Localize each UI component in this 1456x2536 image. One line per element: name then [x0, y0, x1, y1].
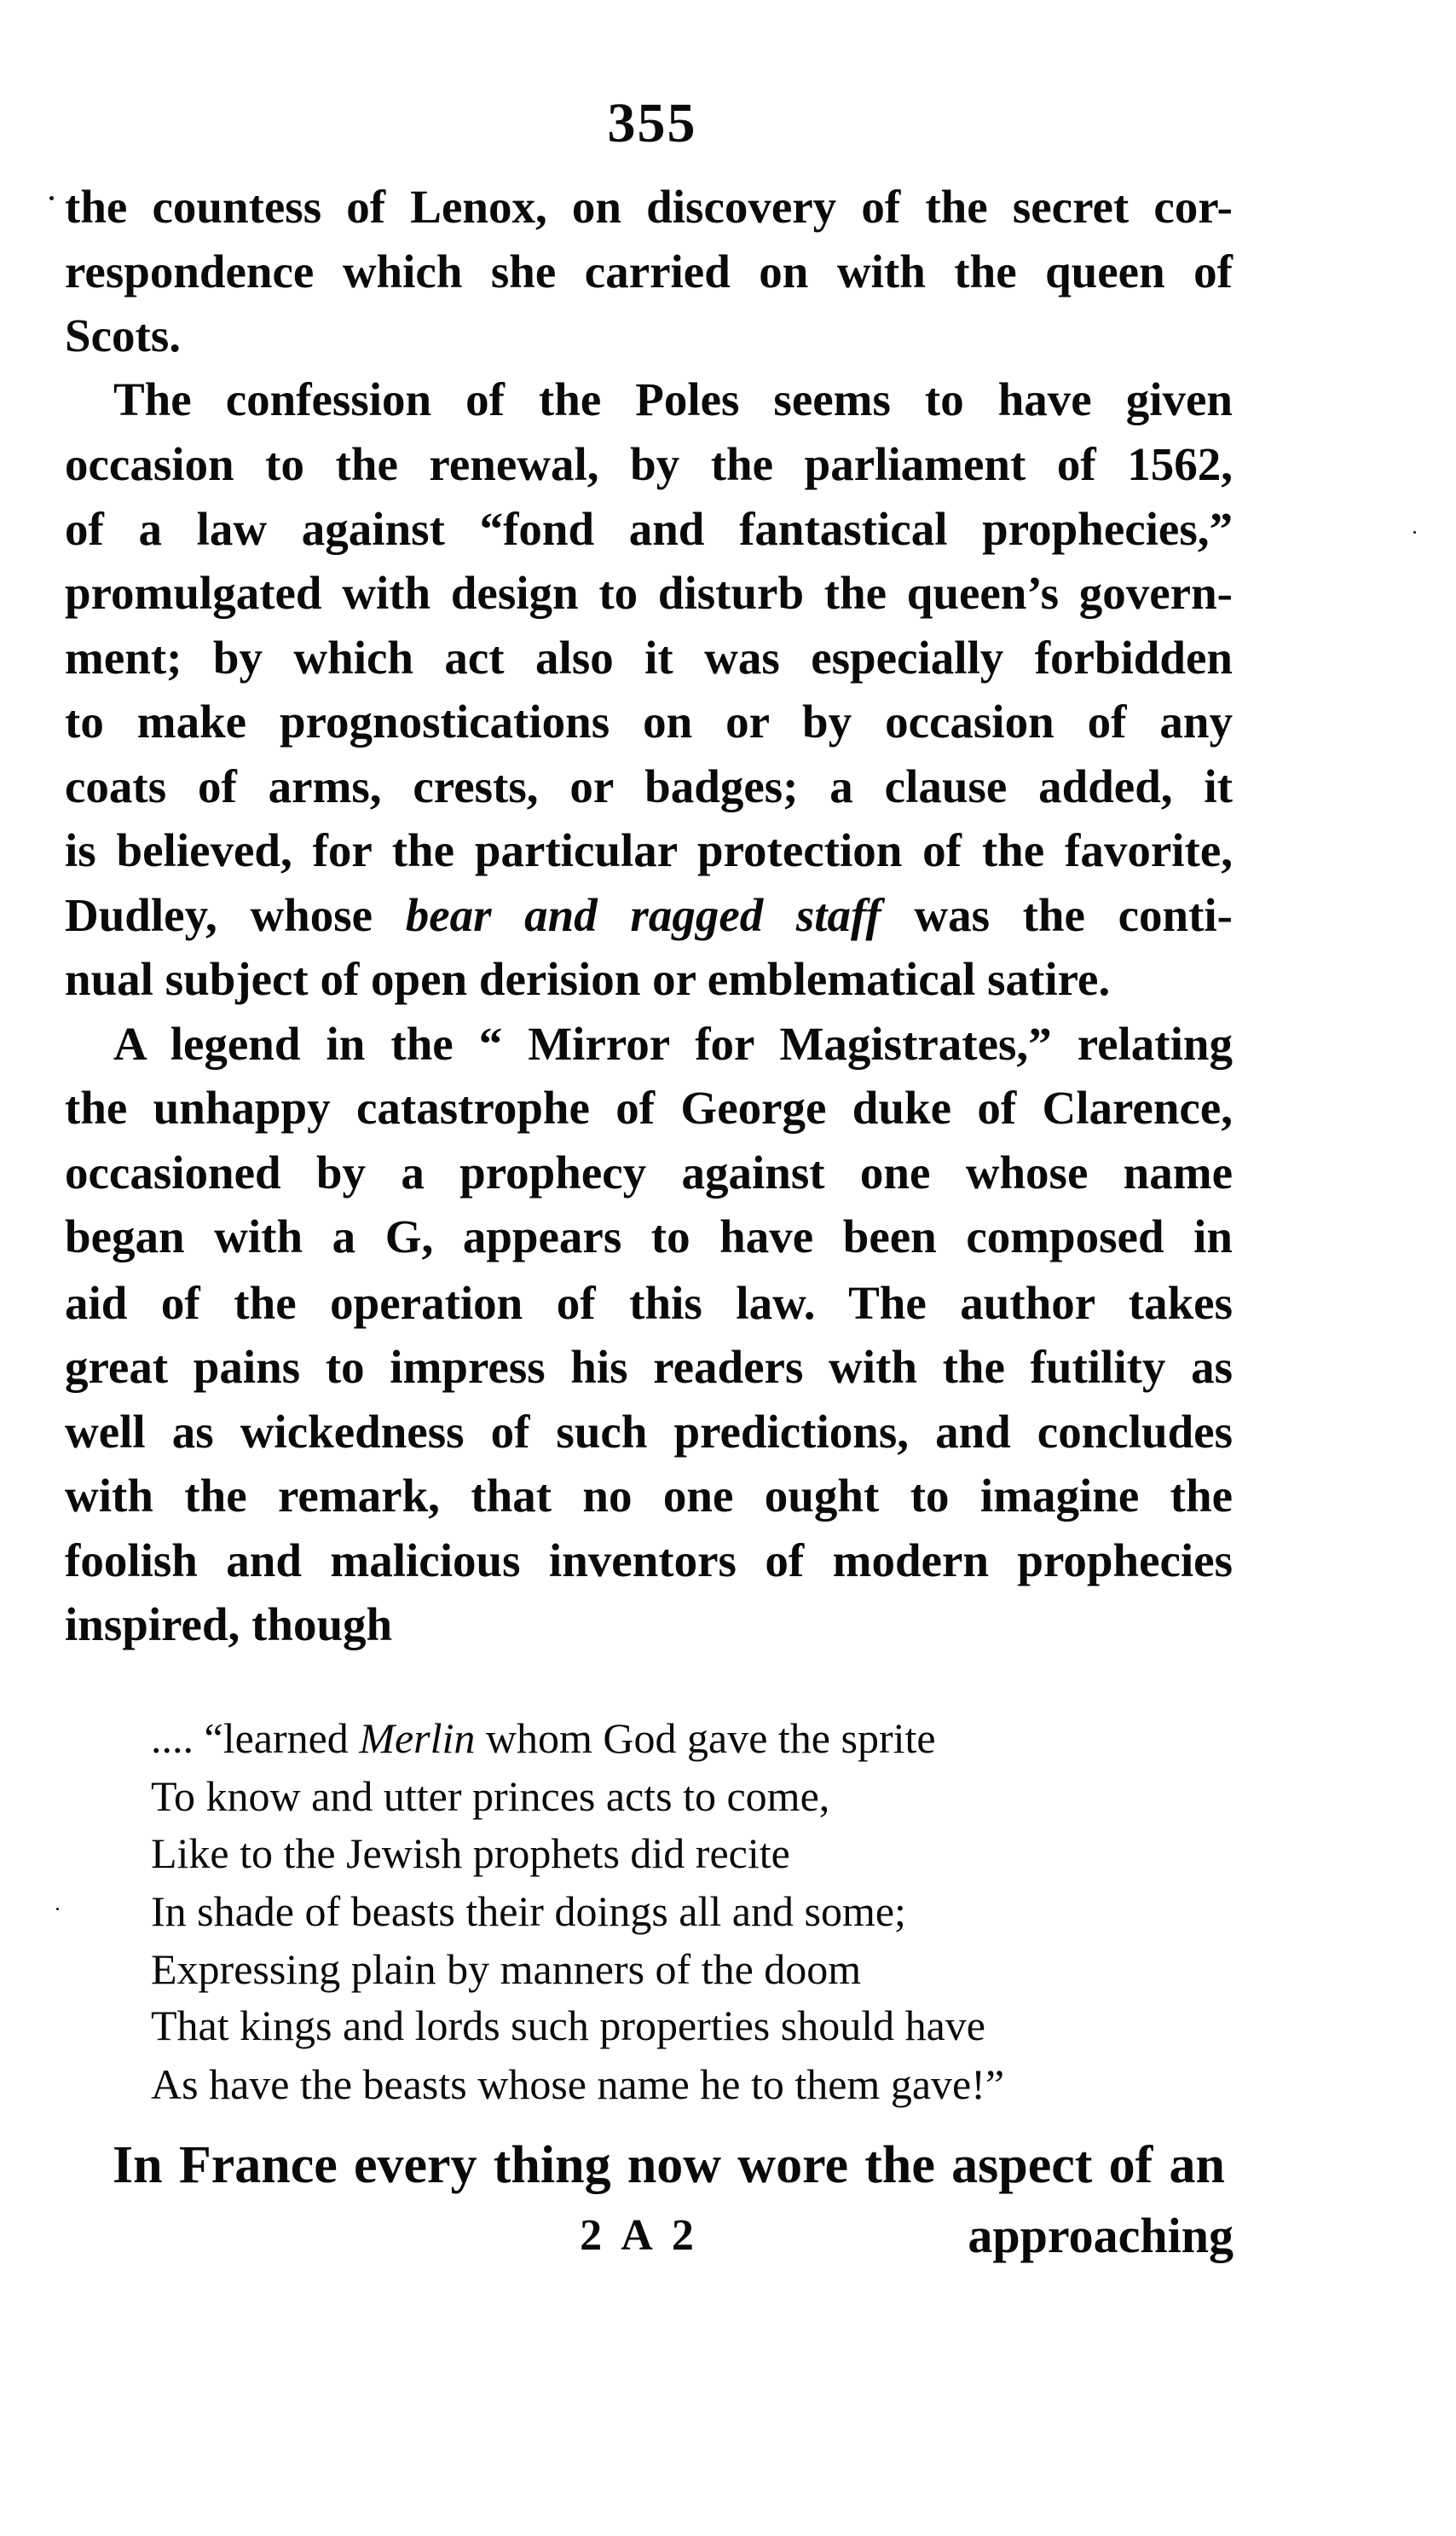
body-line: great pains to impress his readers with the futility as [65, 1341, 1233, 1393]
catchword: approaching [968, 2208, 1234, 2263]
body-line: of a law against “fond and fantastical prophecies,” [65, 503, 1233, 555]
body-line: aid of the operation of this law. The author takes [65, 1277, 1233, 1329]
body-line: coats of arms, crests, or badges; a clause added, it [65, 760, 1233, 812]
body-line: well as wickedness of such predictions, and concludes [65, 1406, 1233, 1458]
text-segment: .... “learned [151, 1714, 360, 1762]
verse-line: That kings and lords such properties should have [151, 2002, 985, 2049]
italic-name: Merlin [359, 1714, 476, 1762]
body-line: occasion to the renewal, by the parliament of 1562, [65, 438, 1233, 490]
body-line: nual subject of open derision or emblematical satire. [65, 953, 1111, 1005]
page-number: 355 [607, 92, 697, 154]
body-line: began with a G, appears to have been composed in [65, 1210, 1233, 1262]
body-line: is believed, for the particular protection of the favorite, [65, 824, 1233, 876]
verse-line [151, 1709, 936, 1767]
print-speck [1413, 531, 1416, 534]
verse-line: In shade of beasts their doings all and some; [151, 1887, 906, 1935]
signature-mark: 2 A 2 [580, 2211, 699, 2260]
body-line: ment; by which act also it was especially forbidden [65, 632, 1233, 684]
verse-line: Like to the Jewish prophets did recite [151, 1829, 790, 1877]
body-line: promulgated with design to disturb the queen’s govern- [65, 567, 1233, 619]
paragraph-start-line: A legend in the “ Mirror for Magistrates,” relating [113, 1018, 1233, 1070]
text-segment: whom God gave the sprite [475, 1714, 936, 1762]
body-line: to make prognostications on or by occasion of any [65, 696, 1233, 748]
body-line: Scots. [65, 309, 181, 361]
print-speck [56, 1908, 59, 1910]
verse-line: As have the beasts whose name he to them gave!” [151, 2060, 1005, 2108]
paragraph-start-line: In France every thing now wore the aspect of an [113, 2136, 1225, 2194]
body-line: with the remark, that no one ought to imagine the [65, 1470, 1233, 1522]
body-line: respondence which she carried on with the queen of [65, 246, 1233, 298]
print-speck [49, 196, 54, 200]
paragraph-start-line: The confession of the Poles seems to have given [113, 373, 1233, 425]
italic-phrase: bear and ragged staff [405, 889, 881, 941]
body-line: inspired, though [65, 1598, 393, 1650]
body-line: foolish and malicious inventors of modern prophecies [65, 1534, 1233, 1586]
text-segment: was the conti- [881, 889, 1233, 941]
body-line: the unhappy catastrophe of George duke of Clarence, [65, 1082, 1233, 1134]
verse-line: Expressing plain by manners of the doom [151, 1945, 862, 1993]
text-segment: Dudley, whose [65, 889, 406, 941]
body-line-with-italic [65, 883, 1233, 948]
verse-line: To know and utter princes acts to come, [151, 1772, 830, 1820]
body-line: occasioned by a prophecy against one whose name [65, 1147, 1233, 1199]
body-line: the countess of Lenox, on discovery of the secret cor- [65, 181, 1233, 233]
